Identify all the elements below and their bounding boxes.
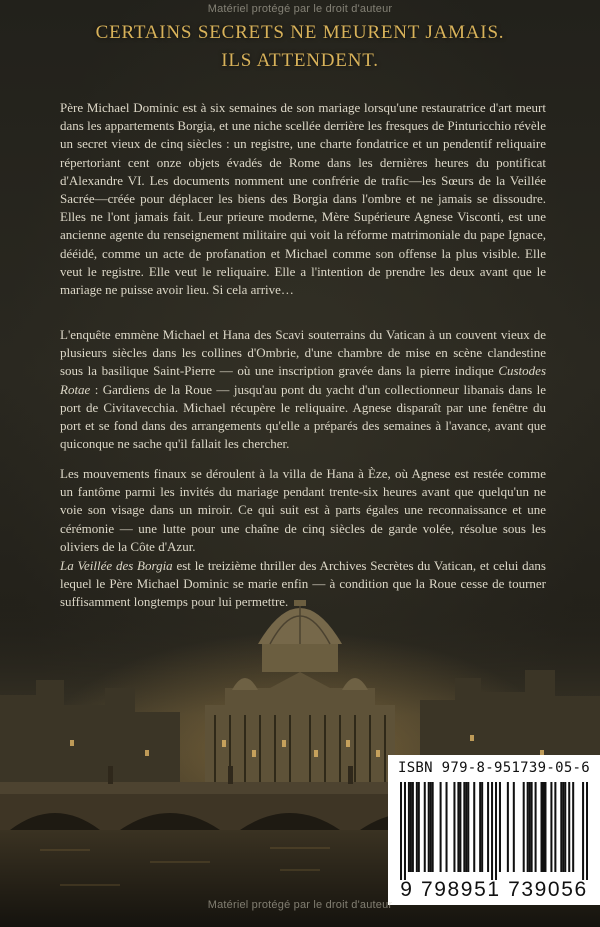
barcode-bar [487, 782, 489, 872]
blurb-paragraph-4-rest: est le treizième thriller des Archives Secrètes du Vatican, et celui dans lequel le Père Michael Dominic se marie enfin — à condition que la Roue cesse de tourner [60, 558, 546, 592]
barcode-bar [499, 782, 501, 872]
barcode-bar [481, 782, 483, 872]
barcode-bar [544, 782, 546, 872]
barcode-bar [586, 782, 588, 880]
blurb-paragraph-3: Les mouvements finaux se déroulent à la villa de Hana à Èze, où Agnese est restée comme un fantôme parmi les invités du mariage pendant trente-six heures avant que quelqu'un ne voie son visage dans un miroir. Ce qui suit est à parts égales une reconnaissance et une cérémonie — une lutte pour une chaîne de cinq siècles de garde volée, résolue sous les oliviers de la Côte d'Azur. [60, 466, 546, 554]
blurb-paragraph-1: Père Michael Dominic est à six semaines de son mariage lorsqu'une restauratrice d'art meurt dans les appartements Borgia, et une niche scellée derrière les fresques de Pinturicchio révèle un secret vieux de cinq siècles : un registre, une charte fondatrice et un pendentif reliquaire répertoriant cent onze objets évadés de Rome dans les dernières heures du pontificat d'Alexandre VI. Les documents nomment une confrérie de trafic—les Sœurs de la Veillée Sacrée—créée pour déplacer les biens des Borgia dans l'ombre et ne jamais se dissoudre. Elles ne l'ont jamais fait. Leur prieure moderne, Mère Supérieure Agnese Visconti, est une ancienne agente du renseignement militaire qui voit la réforme matrimoniale du pape Ignace, dééidé, comme un acte de profanation et Michael comme son offense la plus visible. Elle veut le registre. Elle veut le reliquaire. Elle a l'intention de prendre les deux avant que le mariage ne puisse avoir lieu. Si cela arrive… [60, 100, 546, 298]
barcode-bar [400, 782, 402, 880]
barcode-bar [479, 782, 481, 872]
barcode-bar [531, 782, 533, 872]
barcode-bar [562, 782, 564, 872]
barcode-bar [554, 782, 556, 872]
isbn-barcode [388, 755, 600, 905]
barcode-bar [507, 782, 509, 872]
barcode-bar [495, 782, 497, 880]
barcode-bar [404, 782, 406, 880]
barcode-bar [410, 782, 412, 872]
barcode-bar [440, 782, 442, 872]
barcode-bar [564, 782, 566, 872]
barcode-bar [473, 782, 475, 872]
barcode-bar [467, 782, 469, 872]
blurb-paragraph-2-part-2: : Gardiens de la Roue — jusqu'au pont du yacht d'un collectionneur libanais dans le port de Civitavecchia. Michael récupère le reliquaire. Agnese disparaît par une fenêtre du port et se fond dans des arrangements qu'elle a préparés des semaines à l'avance, avant que quiconque ne sache qu'il fallait les chercher. [60, 381, 546, 452]
barcode-bar [432, 782, 434, 872]
blurb-paragraph-2 [60, 326, 546, 453]
barcode-bar [457, 782, 459, 872]
barcode-bar [453, 782, 455, 872]
tagline-line-1: CERTAINS SECRETS NE MEURENT JAMAIS. [95, 22, 505, 43]
barcode-bar [572, 782, 574, 872]
barcode-bar [408, 782, 410, 872]
barcode-bar [513, 782, 515, 872]
barcode-bar [459, 782, 461, 872]
barcode-bar [541, 782, 543, 872]
barcode-bar [416, 782, 418, 872]
blurb-paragraph-2-part-1: L'enquête emmène Michael et Hana des Scavi souterrains du Vatican à un couvent vieux de plusieurs siècles dans les collines d'Ombrie, d'une chambre de mise en scène clandestine sous la basilique Saint-Pierre — où une inscription gravée dans la pierre indique [60, 327, 546, 379]
copyright-watermark-bottom: Matériel protégé par le droit d'auteur [207, 899, 393, 911]
barcode-bar [523, 782, 525, 872]
barcode-bar [560, 782, 562, 872]
tagline-line-2: ILS ATTENDENT. [221, 50, 379, 71]
barcode-bar [527, 782, 529, 872]
barcode-bars [400, 782, 588, 880]
barcode-bar [463, 782, 465, 872]
isbn-label: ISBN 979-8-951739-05-6 [397, 760, 591, 776]
barcode-bar [418, 782, 420, 872]
ean-digits: 9 798951 739056 [400, 878, 588, 901]
book-title-italic: La Veillée des Borgia [60, 558, 173, 573]
barcode-bar [582, 782, 584, 880]
barcode-bar [428, 782, 430, 872]
barcode-bar [568, 782, 570, 872]
barcode-bar [412, 782, 414, 872]
barcode-bar [542, 782, 544, 872]
barcode-bar [465, 782, 467, 872]
barcode-bar [550, 782, 552, 872]
barcode-bar [491, 782, 493, 880]
barcode-bar [446, 782, 448, 872]
barcode-bar [424, 782, 426, 872]
barcode-bar [430, 782, 432, 872]
barcode-bar [535, 782, 537, 872]
custodes-rotae-inscription: Custodes Rotae [60, 363, 546, 397]
copyright-watermark-top: Matériel protégé par le droit d'auteur [207, 3, 393, 15]
barcode-bar [529, 782, 531, 872]
